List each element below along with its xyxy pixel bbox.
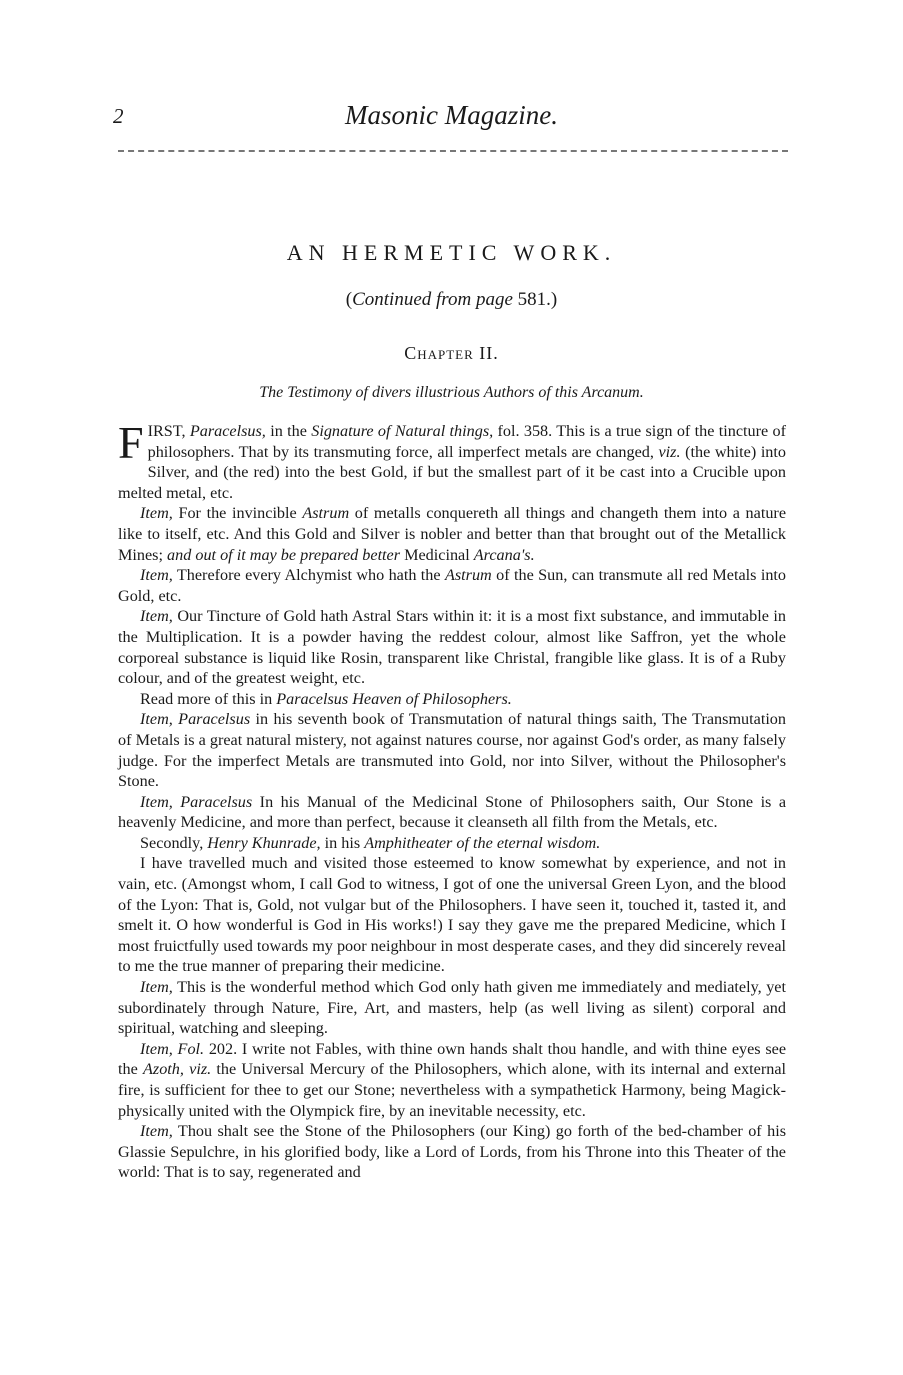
italic-text: Arcana's. [473,545,535,564]
italic-text: Item, Paracelsus [140,710,251,729]
paragraph-9 [118,853,786,977]
italic-text: Azoth, viz. [143,1060,212,1079]
italic-text: Item, Fol. [140,1039,205,1058]
paragraph-2 [118,503,786,565]
text: I have travelled much and visited those esteemed to know somewhat by experience, and not in vain, etc. (Amongst whom, I call God to witness, I got of one the universal Green Lyon, and the blood of the Lyon: That is, Gold, not vulgar but of the Philosophers. I have seen it, touched it, tasted it, and smelt it. O how wonderful is God in His works!) I say they gave me the prepared Medicine, which I most fruictfully used towards my poor neighbour in most desperate cases, and they did sincerely reveal to me the true manner of preparing their medicine. [118,854,787,976]
italic-text: Paracelsus, [189,422,266,440]
paragraph-12 [118,1121,786,1183]
paragraph-3 [118,565,786,606]
page-number: 2 [113,104,124,128]
continued-open: ( [345,289,353,310]
article-title: AN HERMETIC WORK. [286,240,617,265]
text: in the [265,422,312,440]
paragraph-5 [118,689,786,710]
paragraph-1 [118,417,786,503]
paragraph-11 [118,1039,786,1121]
text: of the Sun, can transmute all red Metals into Gold, etc. [118,566,786,605]
text: 202. I write not Fables, with thine own hands shalt thou handle, and with thine eyes see the [118,1039,786,1079]
text: Secondly, [140,833,208,852]
article-body [118,417,787,1183]
italic-text: Signature of Natural things, [311,422,494,440]
text: in his [320,833,365,852]
italic-text: Astrum [302,504,350,523]
chapter-heading: Chapter II. [404,343,499,363]
italic-text: Paracelsus Heaven of Philosophers. [276,689,512,708]
continued-from-page: from page [436,289,513,310]
italic-text: Astrum [444,566,492,585]
paragraph-4 [118,606,786,688]
text: In his Manual of the Medicinal Stone of Philosophers saith, Our Stone is a heavenly Medicine, and more than perfect, because it cleanseth all filth from the Metals, etc. [118,792,787,832]
continued-page-number: 581.) [512,289,558,310]
italic-text: Item, [140,504,173,523]
text: Therefore every Alchymist who hath the [172,566,445,585]
italic-text: Henry Khunrade, [207,833,321,852]
text: Thou shalt see the Stone of the Philosophers (our King) go forth of the bed-chamber of his Glassie Sepulchre, in his glorified body, like a Lord of Lords, from his Throne into this Theater of the world: That is to say, regenerated and [118,1122,786,1182]
text: This is the wonderful method which God only hath given me immediately and mediately, yet subordinately through Nature, Fire, Art, and masters, help (as well living as silent) corporal and spiritual, watching and sleeping. [118,978,786,1038]
continued-note [0,289,903,311]
text: fol. 358. This is a true sign of the tincture of philosophers. That by its transmuting force, all imperfect metals are changed, [147,422,786,461]
text: in his seventh book of Transmutation of natural things saith, The Transmutation of Metals is a great natural mistery, not against natures course, nor against God's order, as many falsely judge. For the imperfect Metals are transmuted into Gold, nor into Silver, without the Philosopher's Stone. [118,710,786,791]
italic-text: Item, Paracelsus [140,792,253,811]
paragraph-7 [118,792,786,833]
header-rule [118,150,788,152]
text: Our Tincture of Gold hath Astral Stars within it: it is a most fixt substance, and immutable in the Multiplication. It is a powder having the reddest colour, almost like Saffron, yet the whole corporeal substance is liquid like Rosin, transparent like Christal, frangible like glass. It is of a Ruby colour, and of the greatest weight, etc. [118,607,786,688]
chapter-subtitle: The Testimony of divers illustrious Authors of this Arcanum. [259,384,644,401]
lead-word: IRST, [147,422,186,440]
italic-text: Item, [140,978,173,997]
italic-text: Item, [140,607,173,626]
text: (the white) into Silver, and (the red) into the best Gold, if but the smallest part of it be cast into a Crucible upon melted metal, etc. [118,442,786,502]
italic-text: Amphitheater of the eternal wisdom. [364,833,601,852]
running-head: Masonic Magazine. [345,100,558,130]
text: For the invincible [172,504,303,523]
text: of metalls conquereth all things and changeth them into a nature like to itself, etc. And this Gold and Silver is nobler and better than that brought out of the Metallick Mines; [118,504,787,564]
paragraph-8 [118,833,786,854]
text: the Universal Mercury of the Philosophers, which alone, with its internal and external fire, is sufficient for thee to get our Stone; nevertheless with a sympathetick Harmony, being Magick-physically united with the Olympick fire, by an inevitable necessity, etc. [118,1060,787,1120]
text: Read more of this in [140,689,277,708]
continued-word: Continued [352,289,432,310]
paragraph-6 [118,709,786,791]
drop-cap: F [118,417,144,468]
italic-text: Item, [140,1122,173,1141]
paragraph-10 [118,977,786,1039]
italic-text: Item, [140,566,173,585]
italic-text: and out of it may be prepared better [167,545,401,564]
text: Medicinal [400,545,474,564]
italic-text: viz. [658,442,681,461]
